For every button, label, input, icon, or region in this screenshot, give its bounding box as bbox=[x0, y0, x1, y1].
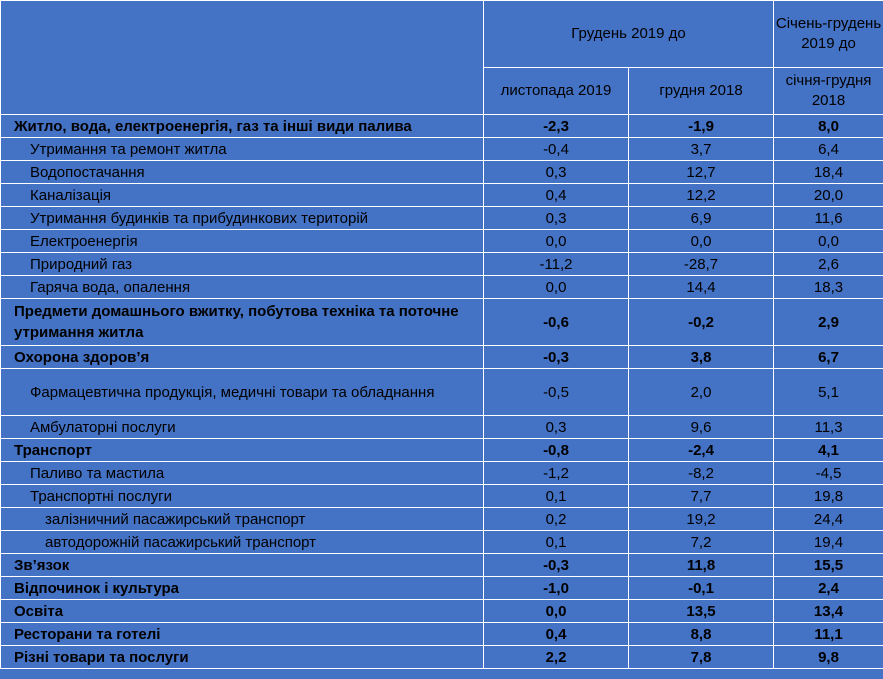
table-row bbox=[1, 230, 883, 253]
header-group-label: Грудень 2019 до bbox=[484, 1, 774, 68]
value-vs-november-2019: 0,2 bbox=[484, 508, 629, 531]
value-vs-november-2019: -1,0 bbox=[484, 577, 629, 600]
value-vs-november-2019: -0,5 bbox=[484, 369, 629, 416]
header-sub-november: листопада 2019 bbox=[484, 68, 629, 115]
header-year-label: Січень-грудень 2019 до bbox=[774, 1, 883, 68]
value-vs-year-2018: 11,1 bbox=[774, 623, 883, 646]
value-vs-december-2018: 11,8 bbox=[629, 554, 774, 577]
value-vs-year-2018: 11,6 bbox=[774, 207, 883, 230]
value-vs-november-2019: 0,4 bbox=[484, 184, 629, 207]
table-row bbox=[1, 299, 883, 346]
row-label: Предмети домашнього вжитку, побутова техніка та поточне утримання житла bbox=[1, 299, 484, 346]
value-vs-december-2018: 7,8 bbox=[629, 646, 774, 669]
value-vs-december-2018: 6,9 bbox=[629, 207, 774, 230]
value-vs-december-2018: 9,6 bbox=[629, 416, 774, 439]
value-vs-december-2018: 0,0 bbox=[629, 230, 774, 253]
table-row bbox=[1, 161, 883, 184]
row-label: Зв’язок bbox=[1, 554, 484, 577]
row-label: Утримання та ремонт житла bbox=[1, 138, 484, 161]
row-label: Гаряча вода, опалення bbox=[1, 276, 484, 299]
row-label: Електроенергія bbox=[1, 230, 484, 253]
header-sub-december: грудня 2018 bbox=[629, 68, 774, 115]
table-row bbox=[1, 346, 883, 369]
value-vs-november-2019: 0,4 bbox=[484, 623, 629, 646]
row-label: Житло, вода, електроенергія, газ та інші види палива bbox=[1, 115, 484, 138]
value-vs-november-2019: 0,3 bbox=[484, 161, 629, 184]
row-label: Амбулаторні послуги bbox=[1, 416, 484, 439]
row-label: Водопостачання bbox=[1, 161, 484, 184]
value-vs-december-2018: 14,4 bbox=[629, 276, 774, 299]
row-label: Природний газ bbox=[1, 253, 484, 276]
value-vs-year-2018: 2,6 bbox=[774, 253, 883, 276]
value-vs-year-2018: -4,5 bbox=[774, 462, 883, 485]
value-vs-year-2018: 24,4 bbox=[774, 508, 883, 531]
value-vs-year-2018: 18,3 bbox=[774, 276, 883, 299]
value-vs-december-2018: -1,9 bbox=[629, 115, 774, 138]
value-vs-year-2018: 20,0 bbox=[774, 184, 883, 207]
value-vs-december-2018: 12,7 bbox=[629, 161, 774, 184]
row-label: Каналізація bbox=[1, 184, 484, 207]
table-row bbox=[1, 416, 883, 439]
value-vs-year-2018: 11,3 bbox=[774, 416, 883, 439]
row-label: Паливо та мастила bbox=[1, 462, 484, 485]
value-vs-december-2018: 19,2 bbox=[629, 508, 774, 531]
value-vs-december-2018: 2,0 bbox=[629, 369, 774, 416]
value-vs-year-2018: 6,7 bbox=[774, 346, 883, 369]
value-vs-year-2018: 15,5 bbox=[774, 554, 883, 577]
value-vs-november-2019: 0,0 bbox=[484, 230, 629, 253]
value-vs-year-2018: 8,0 bbox=[774, 115, 883, 138]
value-vs-november-2019: -0,6 bbox=[484, 299, 629, 346]
value-vs-november-2019: -2,3 bbox=[484, 115, 629, 138]
table-body bbox=[1, 115, 883, 669]
row-label: Фармацевтична продукція, медичні товари та обладнання bbox=[1, 369, 484, 416]
value-vs-november-2019: -1,2 bbox=[484, 462, 629, 485]
table-row bbox=[1, 600, 883, 623]
value-vs-year-2018: 2,4 bbox=[774, 577, 883, 600]
value-vs-december-2018: 3,7 bbox=[629, 138, 774, 161]
table-row bbox=[1, 115, 883, 138]
table-row bbox=[1, 577, 883, 600]
value-vs-november-2019: -0,3 bbox=[484, 554, 629, 577]
value-vs-december-2018: 13,5 bbox=[629, 600, 774, 623]
value-vs-year-2018: 18,4 bbox=[774, 161, 883, 184]
value-vs-december-2018: 7,2 bbox=[629, 531, 774, 554]
row-label: Транспорт bbox=[1, 439, 484, 462]
value-vs-november-2019: 0,3 bbox=[484, 416, 629, 439]
value-vs-november-2019: 0,0 bbox=[484, 276, 629, 299]
table-row bbox=[1, 253, 883, 276]
table-row bbox=[1, 623, 883, 646]
value-vs-november-2019: 0,0 bbox=[484, 600, 629, 623]
value-vs-year-2018: 4,1 bbox=[774, 439, 883, 462]
table-row bbox=[1, 439, 883, 462]
table-row bbox=[1, 508, 883, 531]
row-label: залізничний пасажирський транспорт bbox=[1, 508, 484, 531]
value-vs-december-2018: 8,8 bbox=[629, 623, 774, 646]
value-vs-december-2018: -2,4 bbox=[629, 439, 774, 462]
table-row bbox=[1, 485, 883, 508]
value-vs-november-2019: -0,3 bbox=[484, 346, 629, 369]
table-row bbox=[1, 207, 883, 230]
value-vs-november-2019: -11,2 bbox=[484, 253, 629, 276]
header-corner-cell bbox=[1, 1, 484, 68]
value-vs-year-2018: 6,4 bbox=[774, 138, 883, 161]
value-vs-december-2018: 7,7 bbox=[629, 485, 774, 508]
table-row bbox=[1, 646, 883, 669]
row-label: Транспортні послуги bbox=[1, 485, 484, 508]
row-label: Утримання будинків та прибудинкових територій bbox=[1, 207, 484, 230]
value-vs-november-2019: 0,3 bbox=[484, 207, 629, 230]
value-vs-year-2018: 5,1 bbox=[774, 369, 883, 416]
value-vs-year-2018: 13,4 bbox=[774, 600, 883, 623]
value-vs-november-2019: -0,8 bbox=[484, 439, 629, 462]
value-vs-year-2018: 2,9 bbox=[774, 299, 883, 346]
value-vs-december-2018: 3,8 bbox=[629, 346, 774, 369]
value-vs-year-2018: 9,8 bbox=[774, 646, 883, 669]
value-vs-year-2018: 19,8 bbox=[774, 485, 883, 508]
value-vs-november-2019: -0,4 bbox=[484, 138, 629, 161]
value-vs-december-2018: -8,2 bbox=[629, 462, 774, 485]
value-vs-year-2018: 19,4 bbox=[774, 531, 883, 554]
row-label: Охорона здоров’я bbox=[1, 346, 484, 369]
value-vs-november-2019: 0,1 bbox=[484, 485, 629, 508]
table-row bbox=[1, 138, 883, 161]
value-vs-december-2018: -28,7 bbox=[629, 253, 774, 276]
row-label: автодорожній пасажирський транспорт bbox=[1, 531, 484, 554]
value-vs-december-2018: 12,2 bbox=[629, 184, 774, 207]
value-vs-december-2018: -0,1 bbox=[629, 577, 774, 600]
row-label: Відпочинок і культура bbox=[1, 577, 484, 600]
table-row bbox=[1, 462, 883, 485]
header-corner-cell-lower bbox=[1, 68, 484, 115]
row-label: Освіта bbox=[1, 600, 484, 623]
table-row bbox=[1, 184, 883, 207]
value-vs-november-2019: 0,1 bbox=[484, 531, 629, 554]
header-sub-year: січня-грудня 2018 bbox=[774, 68, 883, 115]
value-vs-december-2018: -0,2 bbox=[629, 299, 774, 346]
table-row bbox=[1, 276, 883, 299]
row-label: Різні товари та послуги bbox=[1, 646, 484, 669]
value-vs-year-2018: 0,0 bbox=[774, 230, 883, 253]
table-row bbox=[1, 554, 883, 577]
row-label: Ресторани та готелі bbox=[1, 623, 484, 646]
table-row bbox=[1, 531, 883, 554]
table-row bbox=[1, 369, 883, 416]
value-vs-november-2019: 2,2 bbox=[484, 646, 629, 669]
